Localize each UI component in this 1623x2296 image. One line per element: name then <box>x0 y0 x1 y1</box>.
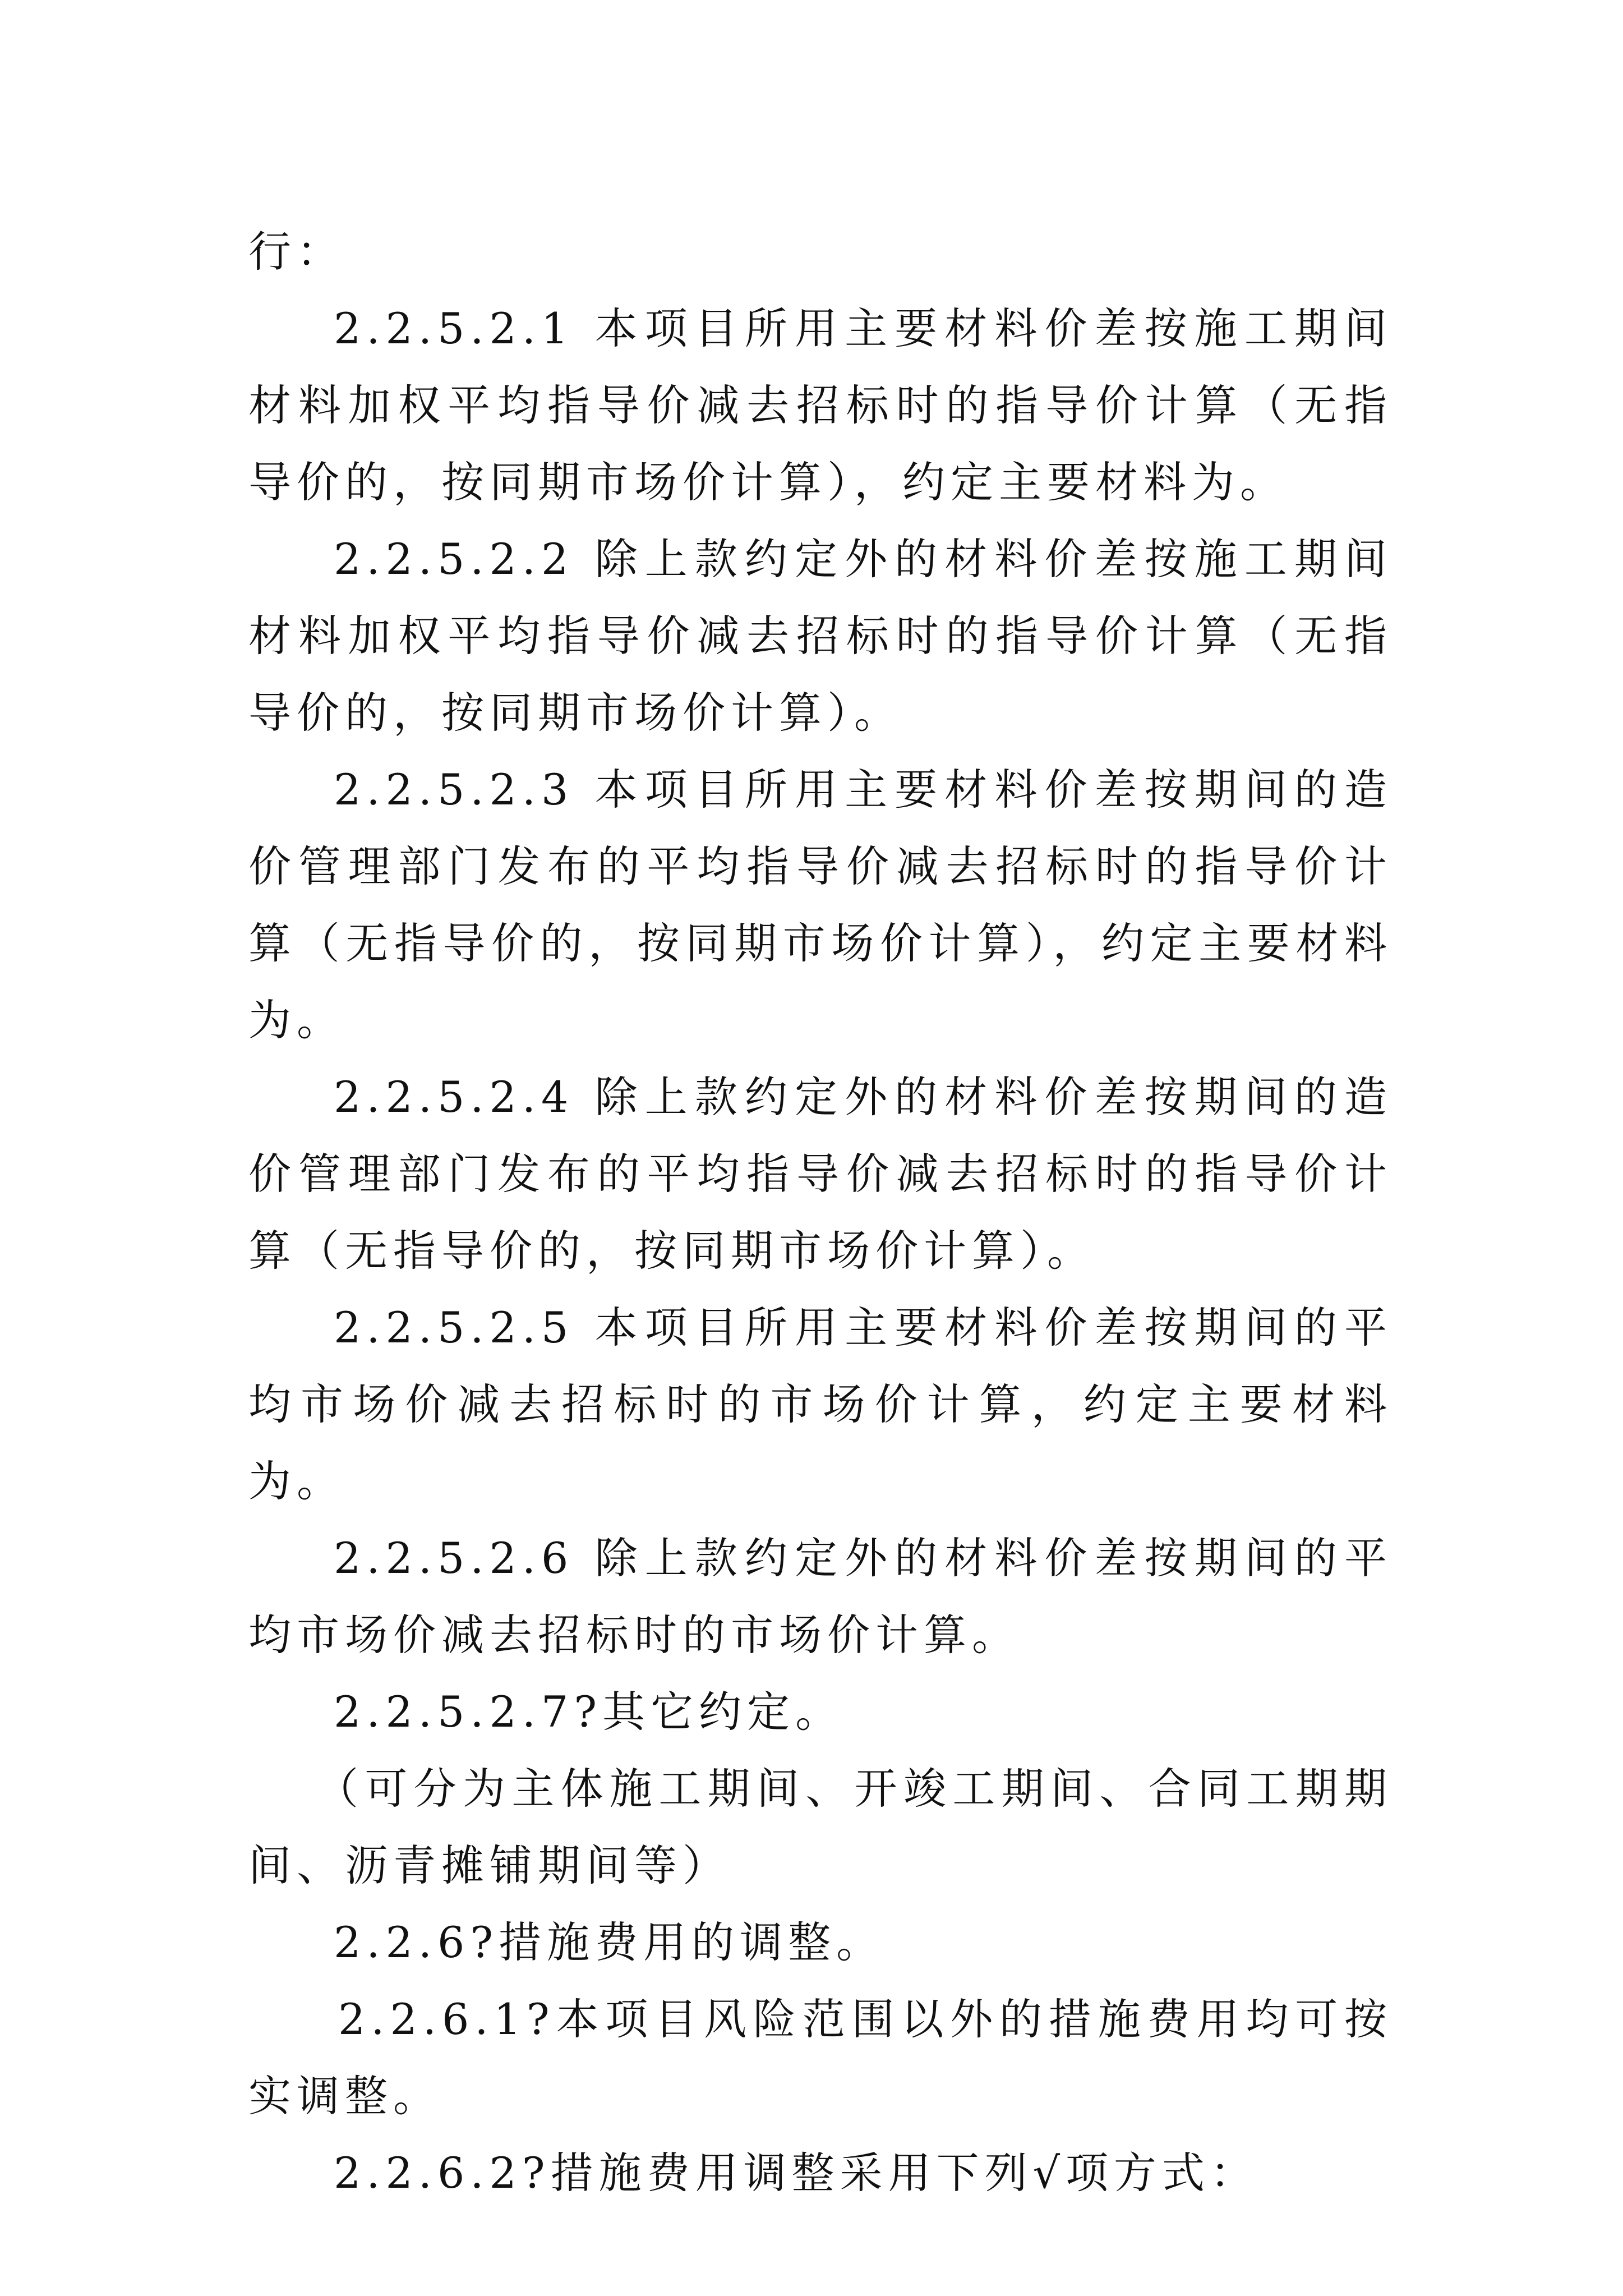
document-body <box>248 213 1393 2211</box>
paragraph-2-2-5-2-1: 2.2.5.2.1 本项目所用主要材料价差按施工期间材料加权平均指导价减去招标时的指导价计算（无指导价的，按同期市场价计算），约定主要材料为。 <box>248 303 1393 507</box>
paragraph-2-2-5-2-4: 2.2.5.2.4 除上款约定外的材料价差按期间的造价管理部门发布的平均指导价减去招标时的指导价计算（无指导价的，按同期市场价计算）。 <box>248 1072 1393 1276</box>
paragraph-2-2-5-2-5: 2.2.5.2.5 本项目所用主要材料价差按期间的平均市场价减去招标时的市场价计算，约定主要材料为。 <box>248 1303 1393 1506</box>
paragraph-2-2-6: 2.2.6?措施费用的调整。 <box>334 1917 885 1967</box>
paragraph-2-2-5-2-2: 2.2.5.2.2 除上款约定外的材料价差按施工期间材料加权平均指导价减去招标时的指导价计算（无指导价的，按同期市场价计算）。 <box>248 534 1393 738</box>
paragraph-period-note: （可分为主体施工期间、开竣工期间、合同工期期间、沥青摊铺期间等） <box>248 1764 1393 1890</box>
paragraph-2-2-5-2-6: 2.2.5.2.6 除上款约定外的材料价差按期间的平均市场价减去招标时的市场价计算。 <box>248 1533 1393 1660</box>
paragraph-2-2-6-2: 2.2.6.2?措施费用调整采用下列√项方式： <box>334 2148 1259 2198</box>
paragraph-2-2-6-1: 2.2.6.1?本项目风险范围以外的措施费用均可按实调整。 <box>248 1994 1393 2121</box>
paragraph-2-2-5-2-7: 2.2.5.2.7?其它约定。 <box>334 1687 844 1737</box>
paragraph-continuation: 行： <box>248 227 345 277</box>
paragraph-2-2-5-2-3: 2.2.5.2.3 本项目所用主要材料价差按期间的造价管理部门发布的平均指导价减去招标时的指导价计算（无指导价的，按同期市场价计算），约定主要材料为。 <box>248 765 1393 1045</box>
